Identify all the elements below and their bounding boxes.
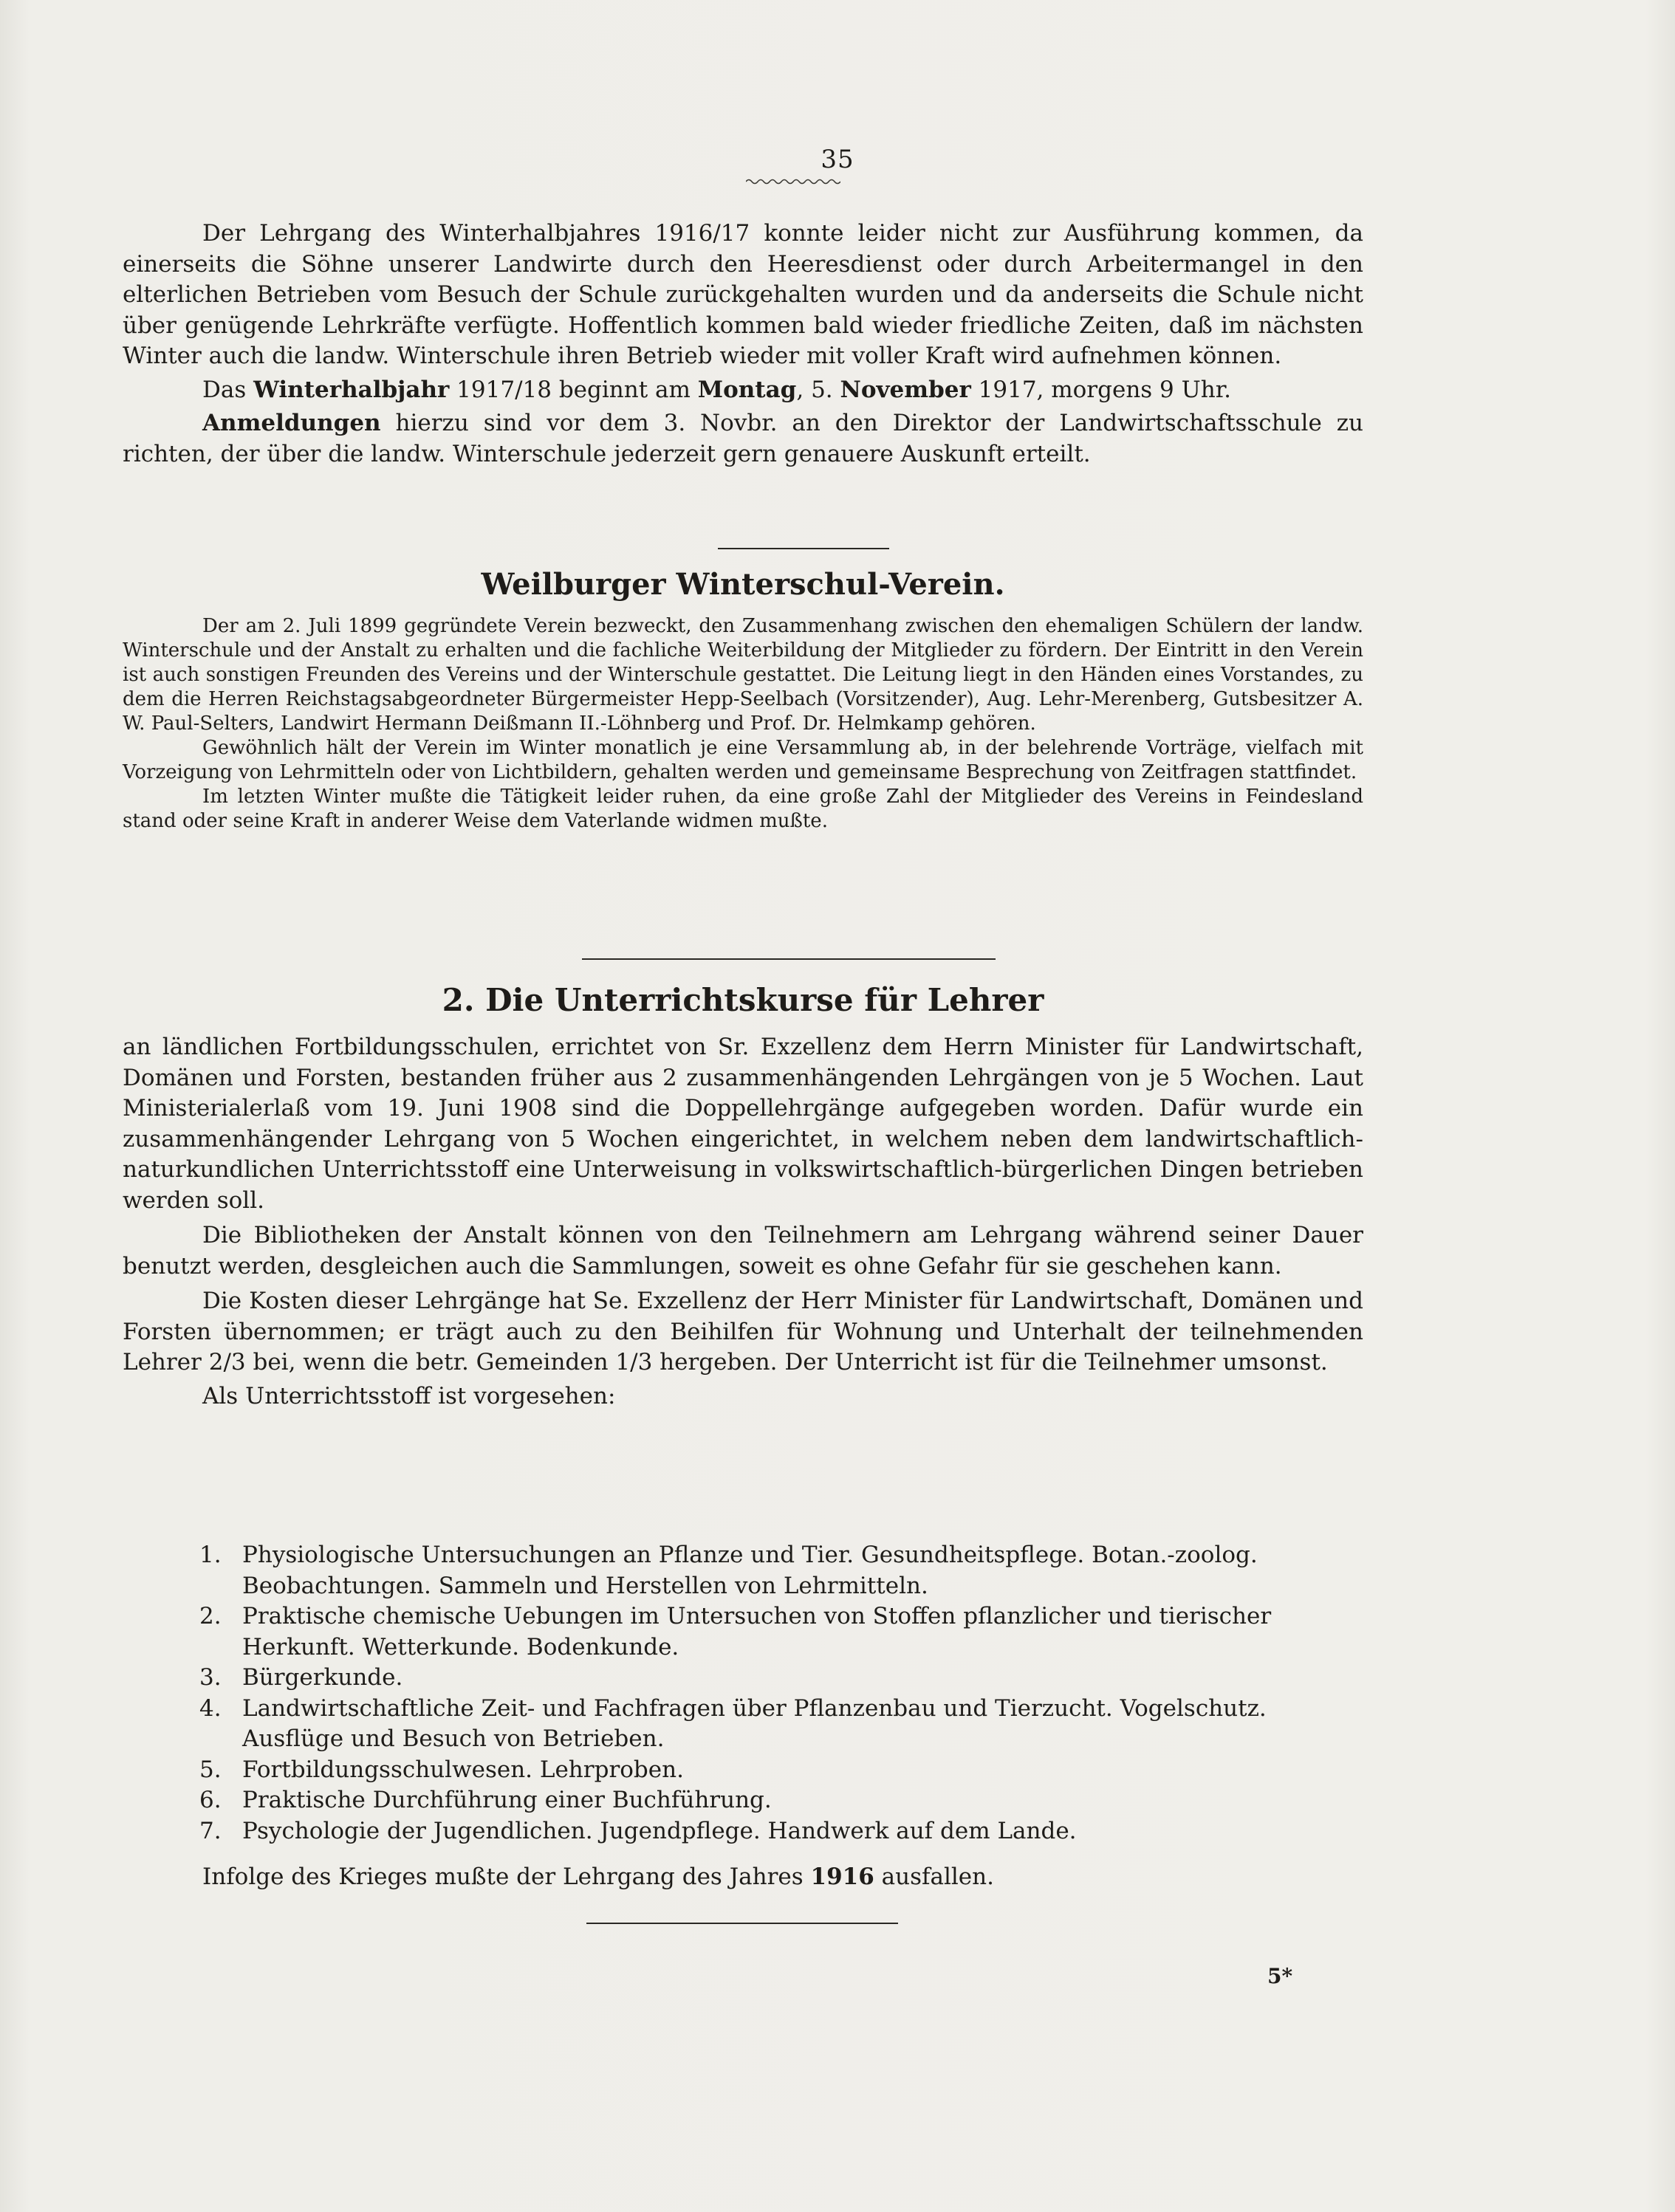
bold-november: November [840,376,971,403]
list-line: Bürgerkunde. [242,1664,403,1691]
text-fragment: hierzu sind vor dem 3. Novbr. an den Direktor der Landwirtschaftsschule zu richten, der über die landw. Winterschule jederzeit gern genauere Auskunft erteilt. [123,410,1363,467]
verein-title-block [123,567,1363,611]
list-line: Herkunft. Wetterkunde. Bodenkunde. [242,1633,679,1660]
list-item [199,1816,1366,1847]
list-item [199,1601,1366,1663]
closing-paragraph [123,1862,1363,1893]
list-line: Psychologie der Jugendlichen. Jugendpflege. Handwerk auf dem Lande. [242,1817,1077,1844]
section-title-verein: Weilburger Winterschul-Verein. [481,567,1005,602]
divider-rule [586,1923,898,1924]
list-number: 6. [199,1787,222,1813]
winter-school-section [123,219,1363,470]
text-fragment: ausfallen. [874,1864,994,1890]
list-text [242,1540,1366,1601]
divider-rule [718,548,889,549]
bold-winterhalbjahr: Winterhalbjahr [253,376,450,403]
list-line: Fortbildungsschulwesen. Lehrproben. [242,1756,684,1783]
list-item [199,1755,1366,1786]
winter-semester-paragraph: Der Lehrgang des Winterhalbjahres 1916/17 konnte leider nicht zur Ausführung kommen, da einerseits die Söhne unserer Landwirte durch den Heeresdienst oder durch Arbeitermangel in den elterlichen Betrieben vom Besuch der Schule zurückgehalten wurden und da anderseits die Schule nicht über genügende Lehrkräfte verfügte. Hoffentlich kommen bald wieder friedliche Zeiten, daß im nächsten Winter auch die landw. Winterschule ihren Betrieb wieder mit voller Kraft wird aufnehmen können. [123,220,1363,369]
bold-year: 1916 [810,1864,874,1890]
list-text [242,1601,1366,1663]
list-line: Landwirtschaftliche Zeit- und Fachfragen über Pflanzenbau und Tierzucht. Vogelschutz. [242,1694,1267,1722]
text-fragment: 1917/18 beginnt am [449,376,698,403]
list-item [199,1694,1366,1755]
text-fragment: 1917, morgens 9 Uhr. [970,376,1231,403]
verein-section [123,614,1363,834]
registration-paragraph [123,408,1363,470]
list-line: Ausflüge und Besuch von Betrieben. [242,1725,665,1752]
courses-paragraph-3: Die Kosten dieser Lehrgänge hat Se. Exzellenz der Herr Minister für Landwirtschaft, Domänen und Forsten übernommen; er trägt auch zu den Beihilfen für Wohnung und Unterhalt der teilnehmenden Lehrer 2/3 bei, wenn die betr. Gemeinden 1/3 hergeben. Der Unterricht ist für die Teilnehmer umsonst. [123,1288,1363,1375]
text-fragment: Das [202,376,254,403]
courses-paragraph-1: an ländlichen Fortbildungsschulen, errichtet von Sr. Exzellenz dem Herrn Minister für Landwirtschaft, Domänen und Forsten, bestanden früher aus 2 zusammenhängenden Lehrgängen von je 5 Wochen. Laut Ministerialerlaß vom 19. Juni 1908 sind die Doppellehrgänge aufgegeben worden. Dafür wurde ein zusammenhängender Lehrgang von 5 Wochen eingerichtet, in welchem neben dem landwirtschaftlich-naturkundlichen Unterrichtsstoff eine Unterweisung in volkswirtschaftlich-bürgerlichen Dingen betrieben werden soll. [123,1034,1363,1214]
list-text [242,1785,1366,1816]
list-number: 1. [199,1542,222,1568]
list-number: 2. [199,1603,222,1629]
list-item [199,1785,1366,1816]
subject-list [199,1540,1366,1847]
list-number: 7. [199,1817,222,1844]
list-intro: Als Unterrichtsstoff ist vorgesehen: [202,1382,616,1409]
list-line: Praktische Durchführung einer Buchführung. [242,1787,772,1813]
page-number: 35 [821,145,854,174]
signature-mark: 5* [1267,1964,1293,1988]
list-number: 3. [199,1664,222,1691]
list-text [242,1694,1366,1755]
courses-section [123,1032,1363,1412]
divider-rule [582,958,996,960]
text-fragment: , 5. [796,376,840,403]
verein-paragraph-1: Der am 2. Juli 1899 gegründete Verein bezweckt, den Zusammenhang zwischen den ehemaligen Schülern der landw. Winterschule und der Anstalt zu erhalten und die fachliche Weiterbildung der Mitglieder zu fördern. Der Eintritt in den Verein ist auch sonstigen Freunden des Vereins und der Winterschule gestattet. Die Leitung liegt in den Händen eines Vorstandes, zu dem die Herren Reichstagsabgeordneter Bürgermeister Hepp-Seelbach (Vorsitzender), Aug. Lehr-Merenberg, Gutsbesitzer A. W. Paul-Selters, Landwirt Hermann Deißmann II.-Löhnberg und Prof. Dr. Helmkamp gehören. [123,615,1363,735]
list-line: Physiologische Untersuchungen an Pflanze und Tier. Gesundheitspflege. Botan.-zoolog. [242,1542,1258,1568]
verein-paragraph-2: Gewöhnlich hält der Verein im Winter monatlich je eine Versammlung ab, in der belehrende Vorträge, vielfach mit Vorzeigung von Lehrmitteln oder von Lichtbildern, gehalten werden und gemeinsame Besprechung von Zeitfragen stattfindet. [123,737,1363,783]
courses-paragraph-2: Die Bibliotheken der Anstalt können von den Teilnehmern am Lehrgang während seiner Dauer benutzt werden, desgleichen auch die Sammlungen, soweit es ohne Gefahr für sie geschehen kann. [123,1222,1363,1280]
list-number: 4. [199,1694,222,1722]
list-line: Beobachtungen. Sammeln und Herstellen von Lehrmitteln. [242,1572,928,1599]
list-text [242,1755,1366,1786]
bold-anmeldungen: Anmeldungen [202,410,381,436]
list-number: 5. [199,1756,222,1783]
list-item [199,1540,1366,1601]
list-text [242,1816,1366,1847]
closing-block [123,1862,1363,1893]
courses-title-block [123,982,1363,1026]
decorative-wavy-line [746,177,840,186]
list-item [199,1663,1366,1694]
section-title-courses: 2. Die Unterrichtskurse für Lehrer [442,982,1044,1018]
list-line: Praktische chemische Uebungen im Untersuchen von Stoffen pflanzlicher und tierischer [242,1603,1272,1629]
list-text [242,1663,1366,1694]
verein-paragraph-3: Im letzten Winter mußte die Tätigkeit leider ruhen, da eine große Zahl der Mitglieder des Vereins in Feindesland stand oder seine Kraft in anderer Weise dem Vaterlande widmen mußte. [123,786,1363,832]
semester-start-paragraph [123,375,1363,406]
bold-montag: Montag [697,376,797,403]
text-fragment: Infolge des Krieges mußte der Lehrgang des Jahres [202,1864,811,1890]
